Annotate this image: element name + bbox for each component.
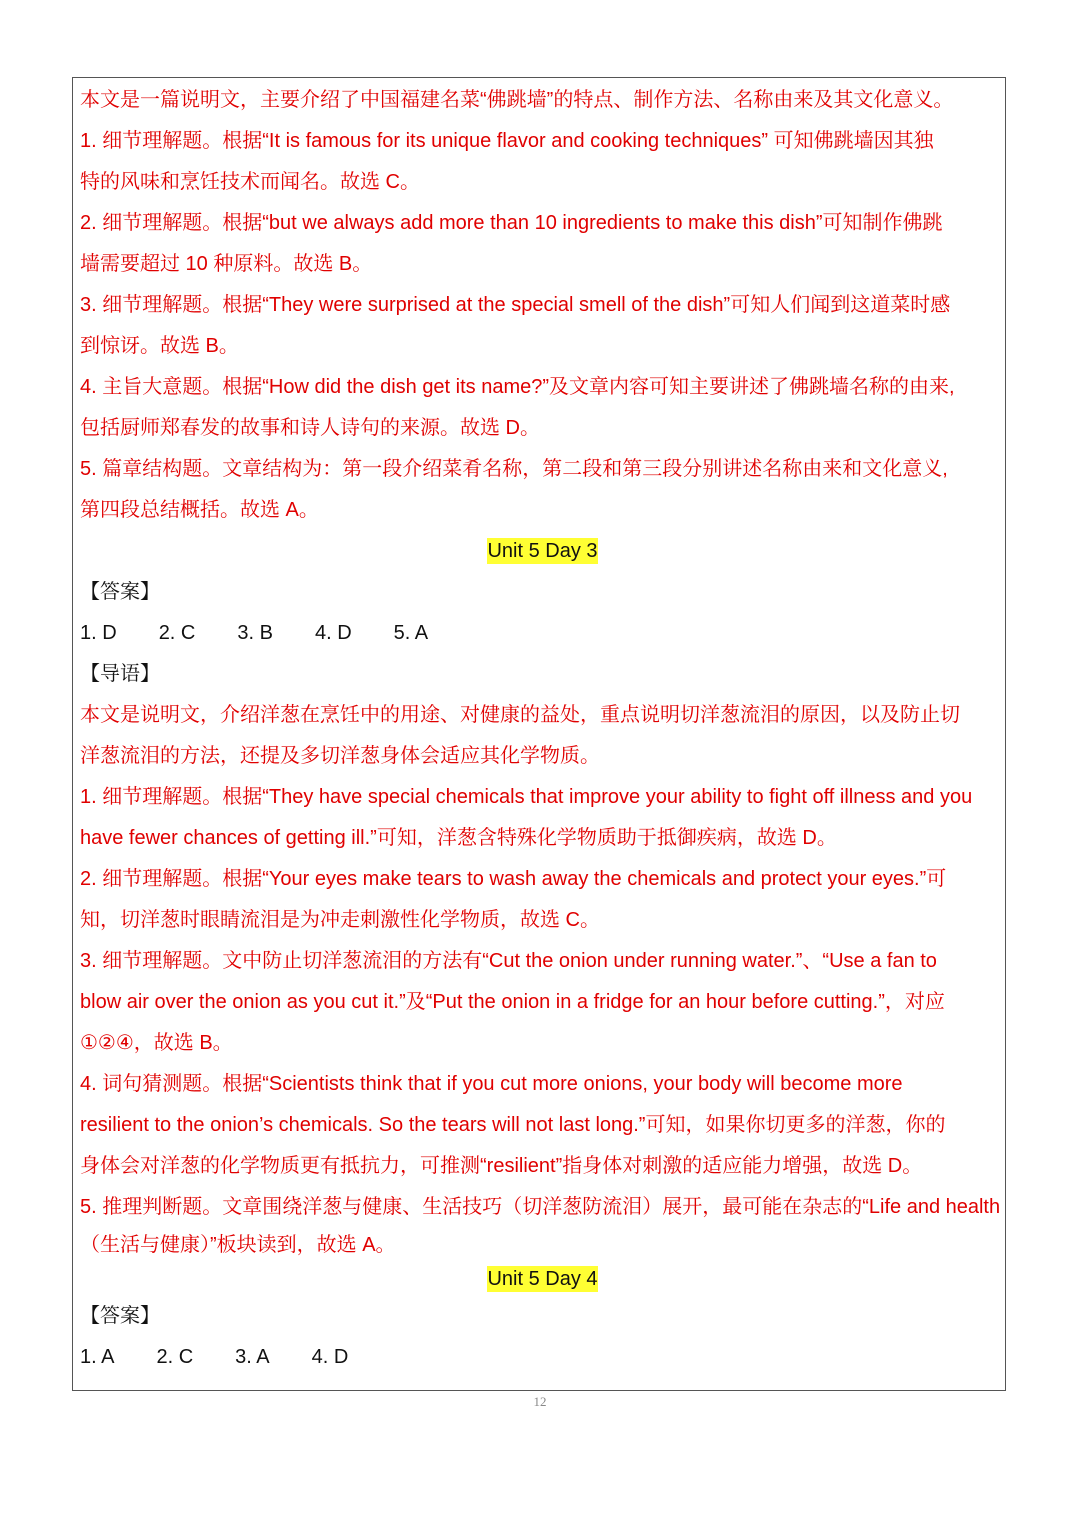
explanation-q2-cont: 墙需要超过 10 种原料。故选 B。 (80, 253, 373, 275)
answer-item: 4. D (314, 622, 352, 644)
explanation-q4: 4. 词句猜测题。根据“Scientists think that if you cut more onions, your body will become more (80, 1073, 903, 1095)
answer-item: 3. A (235, 1346, 270, 1368)
explanation-q3: 3. 细节理解题。根据“They were surprised at the special smell of the dish”可知人们闻到这道菜时感 (80, 294, 951, 316)
heading-highlight: Unit 5 Day 3 (487, 540, 598, 562)
explanation-q4-cont: 身体会对洋葱的化学物质更有抵抗力，可推测“resilient”指身体对刺激的适应能力增强，故选 D。 (80, 1155, 923, 1177)
answer-row (80, 613, 1005, 654)
explanation-q5-cont: 第四段总结概括。故选 A。 (80, 499, 319, 521)
explanation-q3: 3. 细节理解题。文中防止切洋葱流泪的方法有“Cut the onion under running water.”、“Use a fan to (80, 950, 937, 972)
passage-summary: 本文是说明文，介绍洋葱在烹饪中的用途、对健康的益处，重点说明切洋葱流泪的原因，以及防止切 (80, 704, 960, 726)
answer-item: 5. A (393, 622, 429, 644)
explanation-q1: 1. 细节理解题。根据“It is famous for its unique flavor and cooking techniques” 可知佛跳墙因其独 (80, 130, 934, 152)
page-number: 12 (533, 1394, 547, 1409)
explanation-q2-cont: 知，切洋葱时眼睛流泪是为冲走刺激性化学物质，故选 C。 (80, 909, 600, 931)
explanation-q2: 2. 细节理解题。根据“Your eyes make tears to wash away the chemicals and protect your eyes.”可 (80, 868, 947, 890)
answer-item: 4. D (311, 1346, 349, 1368)
heading-highlight: Unit 5 Day 4 (487, 1268, 598, 1290)
answer-item: 2. C (158, 622, 196, 644)
answer-row (80, 1337, 1005, 1378)
explanation-q3-cont: blow air over the onion as you cut it.”及“Put the onion in a fridge for an hour before cutting.”，对应 (80, 991, 945, 1013)
explanation-q2: 2. 细节理解题。根据“but we always add more than 10 ingredients to make this dish”可知制作佛跳 (80, 212, 943, 234)
explanation-q3-cont: 到惊讶。故选 B。 (80, 335, 239, 357)
unit-heading-day4 (80, 1263, 1005, 1296)
explanation-q1-cont: 特的风味和烹饪技术而闻名。故选 C。 (80, 171, 420, 193)
explanation-q5: 5. 篇章结构题。文章结构为：第一段介绍菜肴名称，第二段和第三段分别讲述名称由来和文化意义, (80, 458, 948, 480)
answer-item: 3. B (237, 622, 273, 644)
explanation-q5-cont: （生活与健康）”板块读到，故选 A。 (80, 1234, 396, 1256)
explanation-q1: 1. 细节理解题。根据“They have special chemicals that improve your ability to fight off illness and you (80, 786, 973, 808)
passage-summary: 本文是一篇说明文，主要介绍了中国福建名菜“佛跳墙”的特点、制作方法、名称由来及其文化意义。 (80, 89, 954, 111)
explanation-q4: 4. 主旨大意题。根据“How did the dish get its name?”及文章内容可知主要讲述了佛跳墙名称的由来, (80, 376, 955, 398)
answer-item: 1. D (80, 622, 117, 644)
explanation-q4-cont: resilient to the onion’s chemicals. So the tears will not last long.”可知，如果你切更多的洋葱，你的 (80, 1114, 946, 1136)
explanation-q3-cont: ①②④，故选 B。 (80, 1032, 233, 1054)
unit-heading-day3 (80, 531, 1005, 572)
explanation-q5: 5. 推理判断题。文章围绕洋葱与健康、生活技巧（切洋葱防流泪）展开，最可能在杂志的“Life and health (80, 1196, 1001, 1218)
answer-item: 1. A (80, 1346, 115, 1368)
explanation-q1-cont: have fewer chances of getting ill.”可知，洋葱含特殊化学物质助于抵御疾病，故选 D。 (80, 827, 837, 849)
answer-key-content (80, 80, 1005, 1378)
answer-label: 【答案】 (80, 581, 160, 603)
explanation-q4-cont: 包括厨师郑春发的故事和诗人诗句的来源。故选 D。 (80, 417, 540, 439)
passage-summary-cont: 洋葱流泪的方法，还提及多切洋葱身体会适应其化学物质。 (80, 745, 600, 767)
answer-label: 【答案】 (80, 1305, 160, 1327)
guide-label: 【导语】 (80, 663, 160, 685)
answer-item: 2. C (156, 1346, 194, 1368)
